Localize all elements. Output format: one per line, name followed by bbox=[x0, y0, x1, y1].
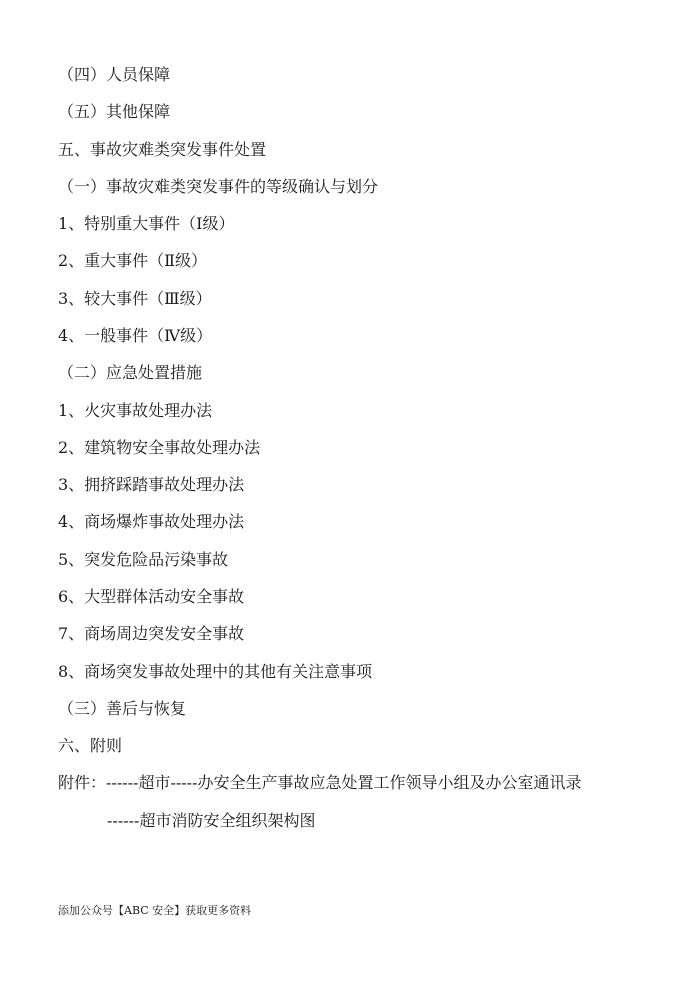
section-heading-accident-disaster: 五、事故灾难类突发事件处置 bbox=[58, 140, 267, 159]
line-surrounding-accident: 7、商场周边突发安全事故 bbox=[58, 624, 245, 643]
line-mass-event-accident: 6、大型群体活动安全事故 bbox=[58, 587, 245, 606]
line-explosion-accident: 4、商场爆炸事故处理办法 bbox=[58, 512, 245, 531]
line-building-accident: 2、建筑物安全事故处理办法 bbox=[58, 438, 261, 457]
footer-note: 添加公众号【ABC 安全】获取更多资料 bbox=[58, 904, 252, 917]
line-hazardous-pollution: 5、突发危险品污染事故 bbox=[58, 550, 229, 569]
line-level-classification: （一）事故灾难类突发事件的等级确认与划分 bbox=[58, 177, 379, 196]
line-level-1: 1、特别重大事件（Ⅰ级） bbox=[58, 214, 235, 233]
section-heading-supplementary: 六、附则 bbox=[58, 736, 123, 755]
line-level-4: 4、一般事件（Ⅳ级） bbox=[58, 326, 213, 345]
line-attachment-2: ------超市消防安全组织架构图 bbox=[107, 811, 316, 830]
line-personnel-guarantee: （四）人员保障 bbox=[58, 65, 171, 84]
line-level-2: 2、重大事件（Ⅱ级） bbox=[58, 251, 208, 270]
line-aftermath-recovery: （三）善后与恢复 bbox=[58, 699, 187, 718]
line-fire-accident: 1、火灾事故处理办法 bbox=[58, 401, 213, 420]
line-level-3: 3、较大事件（Ⅲ级） bbox=[58, 289, 212, 308]
line-emergency-measures: （二）应急处置措施 bbox=[58, 363, 203, 382]
line-stampede-accident: 3、拥挤踩踏事故处理办法 bbox=[58, 475, 245, 494]
line-other-guarantee: （五）其他保障 bbox=[58, 102, 171, 121]
line-attachment-1: 附件：------超市-----办安全生产事故应急处置工作领导小组及办公室通讯录 bbox=[58, 773, 582, 792]
line-other-notes: 8、商场突发事故处理中的其他有关注意事项 bbox=[58, 662, 373, 681]
